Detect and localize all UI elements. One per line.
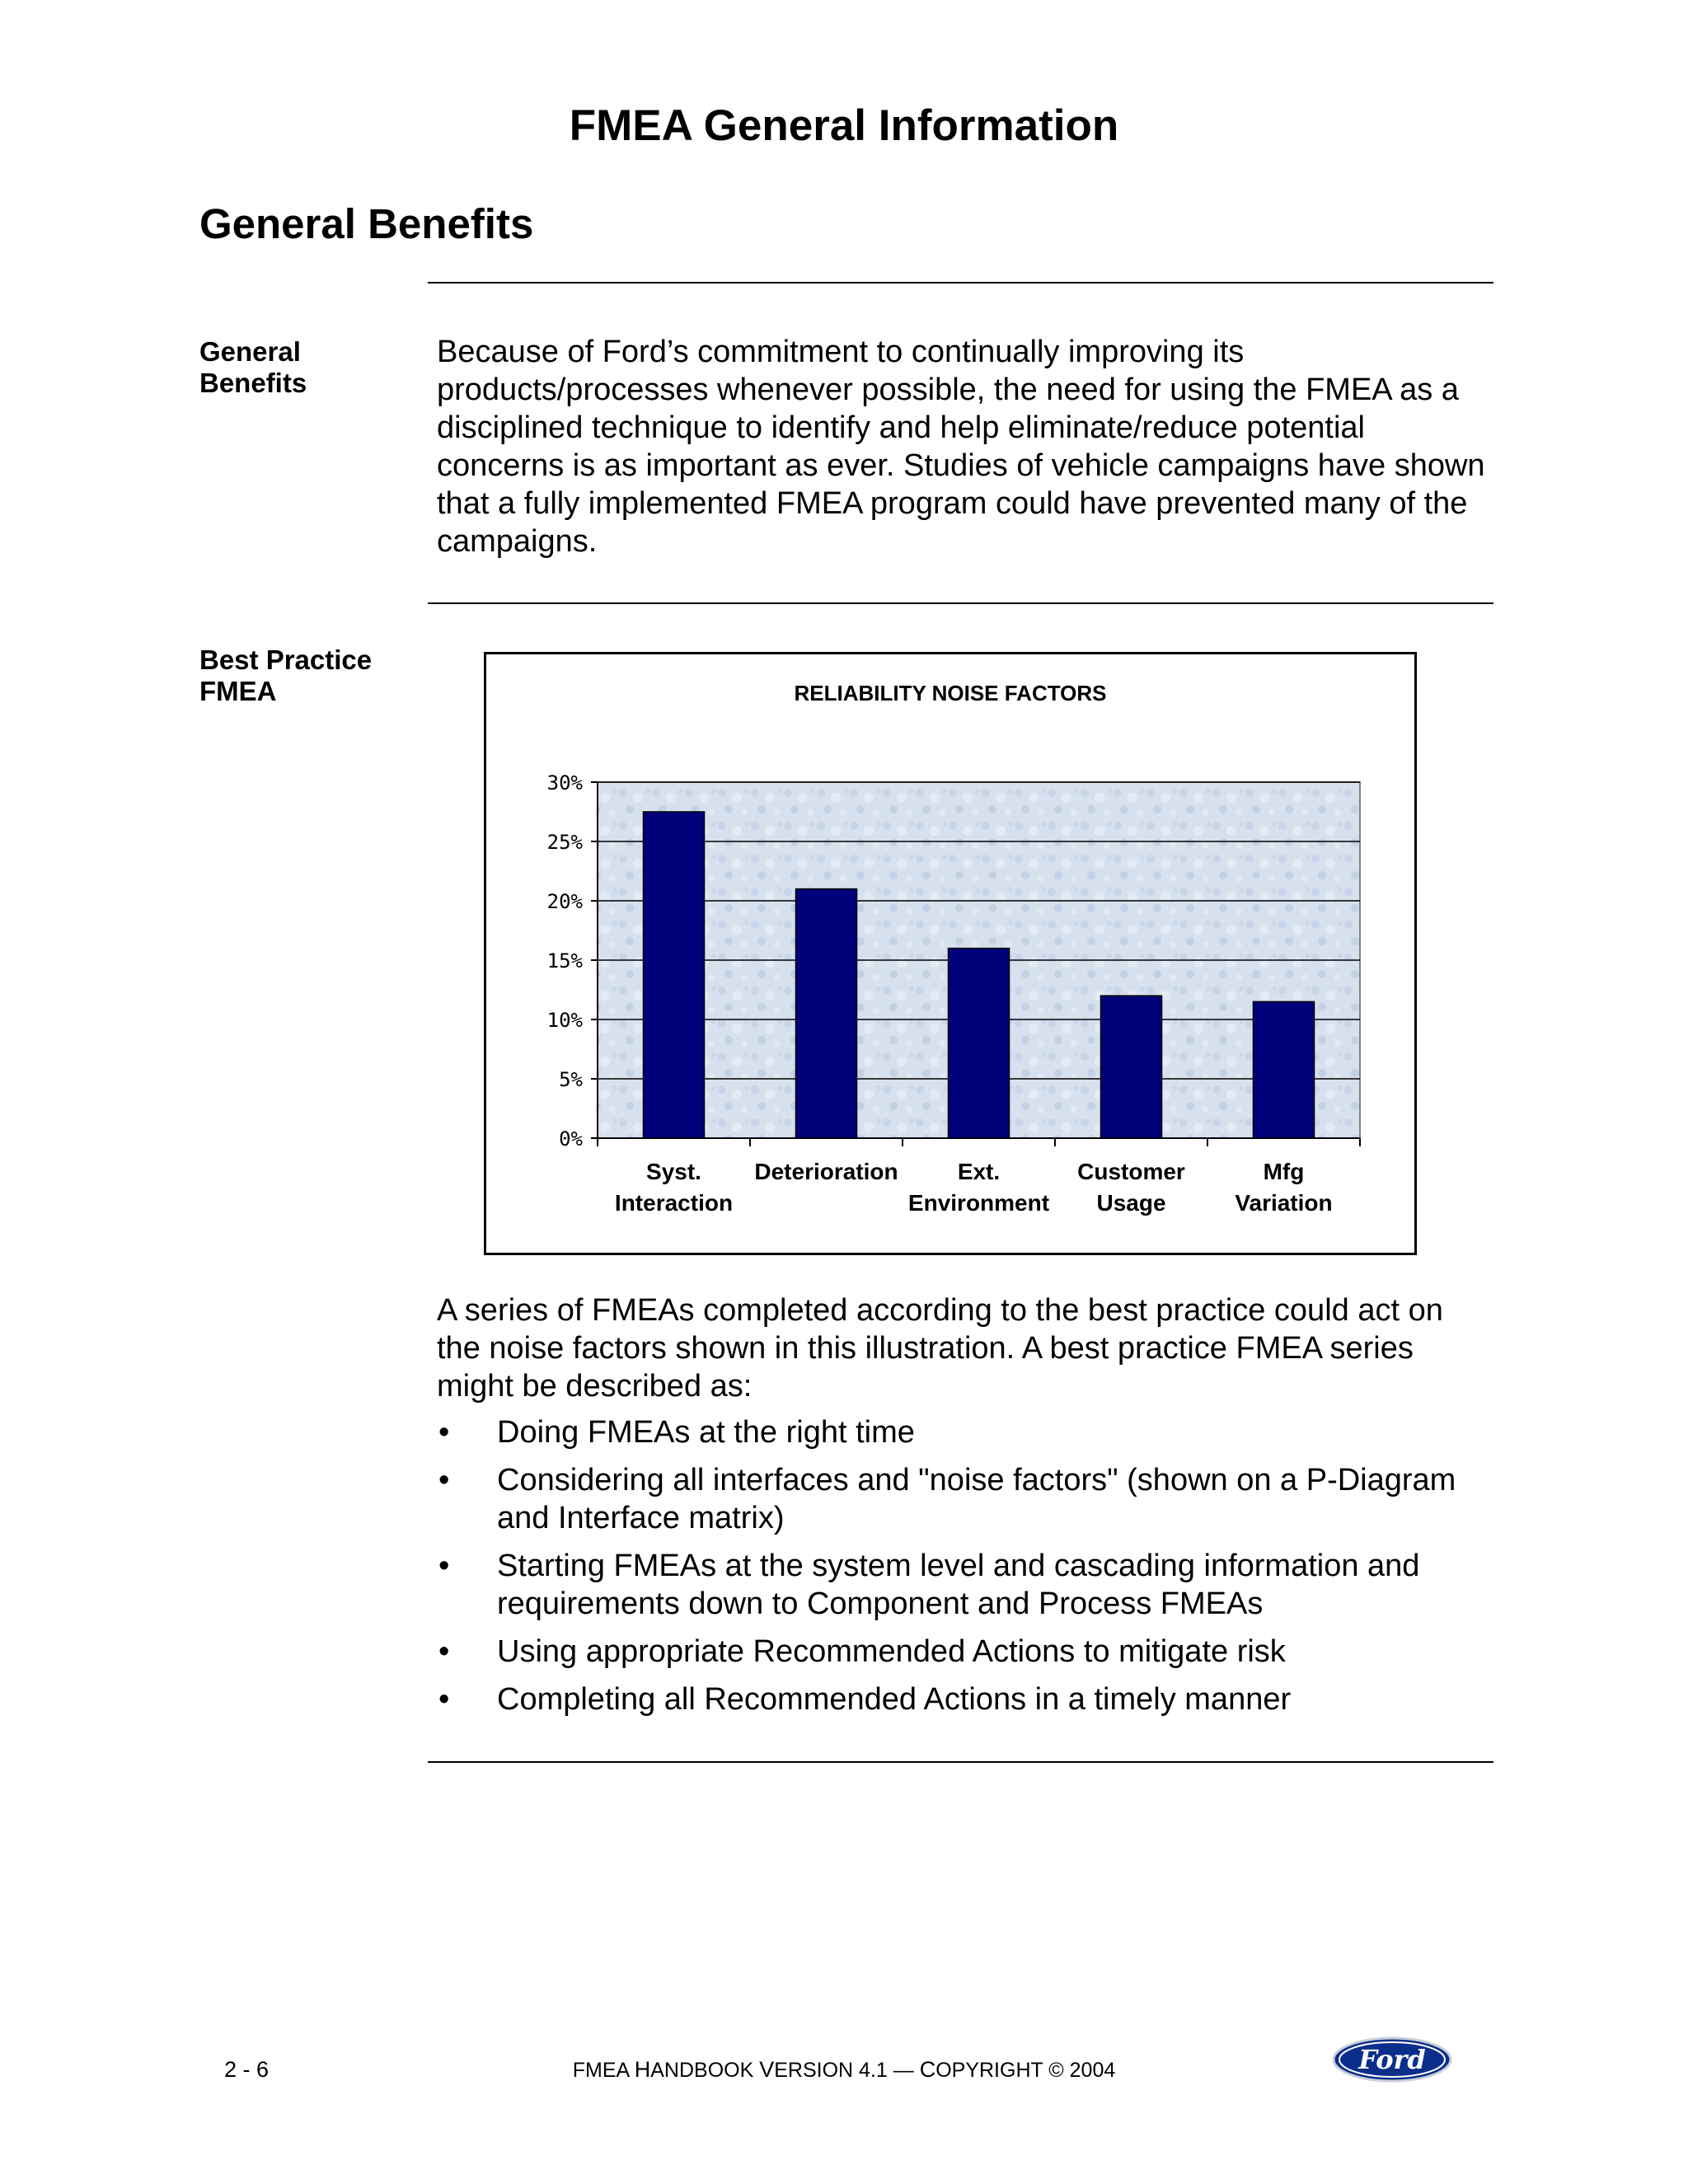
bullet-dot: •: [438, 1463, 450, 1497]
x-tick-label: Customer: [1077, 1159, 1185, 1184]
bar: [644, 812, 705, 1138]
bullet-text: Doing FMEAs at the right time: [497, 1415, 915, 1450]
x-tick-label: Variation: [1235, 1190, 1333, 1216]
footer-text: C: [919, 2057, 936, 2082]
y-tick-label: 10%: [546, 1009, 583, 1032]
ford-logo: [1331, 2036, 1453, 2088]
x-tick-label: Mfg: [1263, 1159, 1305, 1184]
bullet-dot: •: [438, 1415, 450, 1450]
bullet-dot: •: [438, 1682, 450, 1717]
bullet-item: [437, 1547, 1500, 1623]
ford-logo-text: Ford: [1358, 2044, 1426, 2075]
best-practice-list: [437, 1413, 1500, 1728]
bullet-item: [437, 1413, 1500, 1451]
y-tick-label: 20%: [546, 890, 583, 913]
footer-text: © 2004: [1043, 2059, 1116, 2082]
y-tick-label: 25%: [546, 831, 583, 854]
bullet-item: [437, 1680, 1500, 1718]
y-tick-label: 15%: [546, 949, 583, 972]
side-label-line: Best Practice: [199, 644, 373, 675]
x-tick-label: Deterioration: [754, 1159, 898, 1184]
x-tick-label: Syst.: [646, 1159, 701, 1184]
bullet-dot: •: [438, 1549, 450, 1583]
general-benefits-paragraph: Because of Ford’s commitment to continually improving its products/processes whenever possible, the need for using the FMEA as a disciplined technique to identify and help eliminate/reduce potential concerns is as important as ever. Studies of vehicle campaigns have shown that a fully implemented FMEA program could have prevented many of the campaigns.: [437, 335, 1485, 559]
divider: [428, 602, 1493, 604]
x-tick-label: Ext.: [957, 1159, 1001, 1184]
bar: [949, 949, 1010, 1138]
footer-text: FMEA: [572, 2059, 635, 2082]
y-tick-label: 30%: [546, 771, 583, 794]
footer-text: ERSION: [774, 2059, 854, 2082]
bullet-text: Completing all Recommended Actions in a timely manner: [497, 1682, 1292, 1717]
reliability-chart: [484, 652, 1417, 1255]
chart-title: RELIABILITY NOISE FACTORS: [794, 681, 1107, 705]
divider: [428, 282, 1493, 284]
side-label-line: Benefits: [199, 368, 307, 398]
bullet-item: [437, 1633, 1500, 1671]
y-tick-label: 5%: [559, 1068, 583, 1091]
footer-text: V: [759, 2057, 775, 2082]
page-number: 2 - 6: [224, 2057, 270, 2082]
x-tick-label: Interaction: [614, 1190, 734, 1216]
page-title: FMEA General Information: [569, 101, 1119, 150]
side-label-line: General: [199, 336, 301, 367]
bar: [1101, 996, 1162, 1138]
bar: [1254, 1001, 1315, 1138]
bullet-text: Considering all interfaces and "noise factors" (shown on a P-Diagram and Interface matrix): [497, 1463, 1456, 1535]
side-label-line: FMEA: [199, 676, 277, 706]
footer-text: H: [634, 2057, 651, 2082]
x-tick-label: Environment: [907, 1190, 1050, 1216]
divider: [428, 1761, 1493, 1763]
y-tick-label: 0%: [559, 1127, 583, 1151]
footer-text: ANDBOOK: [650, 2059, 754, 2082]
chart-svg: [486, 654, 1414, 1253]
side-label-general-benefits: [199, 336, 389, 399]
bar: [796, 889, 857, 1138]
bullet-dot: •: [438, 1634, 450, 1669]
bullet-text: Using appropriate Recommended Actions to mitigate risk: [497, 1634, 1286, 1669]
footer-text: OPYRIGHT: [935, 2059, 1043, 2082]
x-tick-label: Usage: [1096, 1190, 1166, 1216]
bullet-item: [437, 1461, 1500, 1537]
section-heading: General Benefits: [199, 200, 534, 247]
side-label-best-practice: [199, 644, 389, 707]
bullet-text: Starting FMEAs at the system level and cascading information and requirements down to Component and Process FMEAs: [497, 1549, 1420, 1621]
best-practice-intro: A series of FMEAs completed according to the best practice could act on the noise factors shown in this illustration. A best practice FMEA series might be described as:: [437, 1293, 1443, 1404]
footer-text: 4.1 —: [853, 2059, 920, 2082]
